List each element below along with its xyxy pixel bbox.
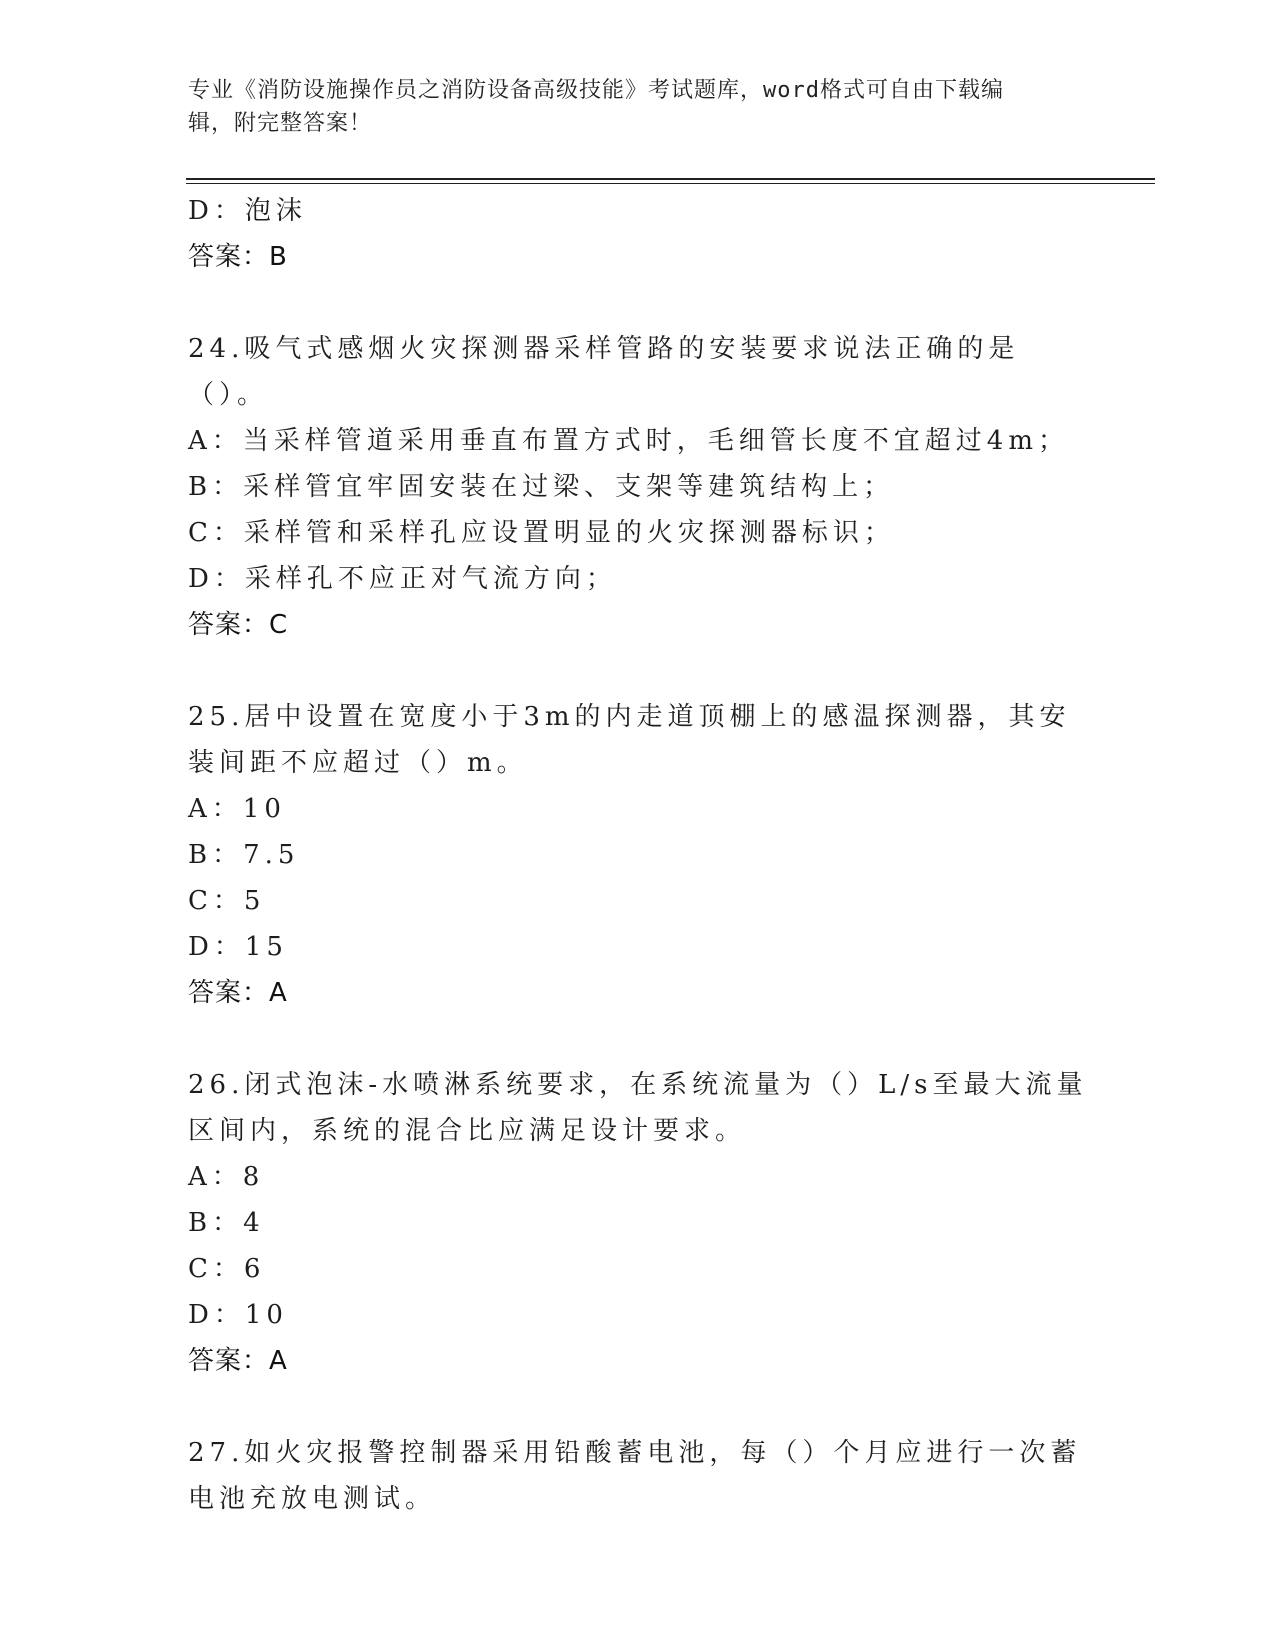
question-stem: 27.如火灾报警控制器采用铅酸蓄电池，每（）个月应进行一次蓄电池充放电测试。 bbox=[188, 1438, 1082, 1514]
header-line-2: 辑，附完整答案！ bbox=[188, 111, 373, 136]
option-d: D：15 bbox=[188, 932, 288, 962]
option-c: C：6 bbox=[188, 1254, 266, 1284]
option-c: C：5 bbox=[188, 886, 266, 916]
answer-line: 答案：A bbox=[188, 978, 288, 1008]
option-a: A：10 bbox=[188, 794, 286, 824]
previous-question-tail bbox=[188, 188, 1088, 280]
question-26 bbox=[188, 1062, 1088, 1384]
answer-line: 答案：C bbox=[188, 610, 289, 640]
option-d: D：10 bbox=[188, 1300, 288, 1330]
question-list bbox=[188, 188, 1088, 1522]
option-b: B：4 bbox=[188, 1208, 265, 1238]
header-divider-thin bbox=[186, 183, 1155, 184]
question-stem: 24.吸气式感烟火灾探测器采样管路的安装要求说法正确的是（）。 bbox=[188, 334, 1020, 410]
header-line-1: 专业《消防设施操作员之消防设备高级技能》考试题库，word格式可自由下载编 bbox=[188, 78, 1004, 103]
option-a: A：8 bbox=[188, 1162, 265, 1192]
option-d: D：泡沫 bbox=[188, 196, 307, 226]
question-24 bbox=[188, 326, 1088, 648]
question-25 bbox=[188, 694, 1088, 1016]
page-header bbox=[188, 74, 1088, 140]
option-b: B：7.5 bbox=[188, 840, 300, 870]
header-divider-thick bbox=[186, 178, 1155, 180]
option-a: A：当采样管道采用垂直布置方式时，毛细管长度不宜超过4m； bbox=[188, 426, 1069, 456]
option-d: D：采样孔不应正对气流方向； bbox=[188, 564, 617, 594]
answer-line: 答案：B bbox=[188, 242, 288, 272]
question-stem: 26.闭式泡沫-水喷淋系统要求，在系统流量为（）L/s至最大流量区间内，系统的混合比应满足设计要求。 bbox=[188, 1070, 1088, 1146]
option-c: C：采样管和采样孔应设置明显的火灾探测器标识； bbox=[188, 518, 895, 548]
question-27 bbox=[188, 1430, 1088, 1522]
question-stem: 25.居中设置在宽度小于3m的内走道顶棚上的感温探测器，其安装间距不应超过（）m。 bbox=[188, 702, 1071, 778]
option-b: B：采样管宜牢固安装在过梁、支架等建筑结构上； bbox=[188, 472, 895, 502]
answer-line: 答案：A bbox=[188, 1346, 288, 1376]
